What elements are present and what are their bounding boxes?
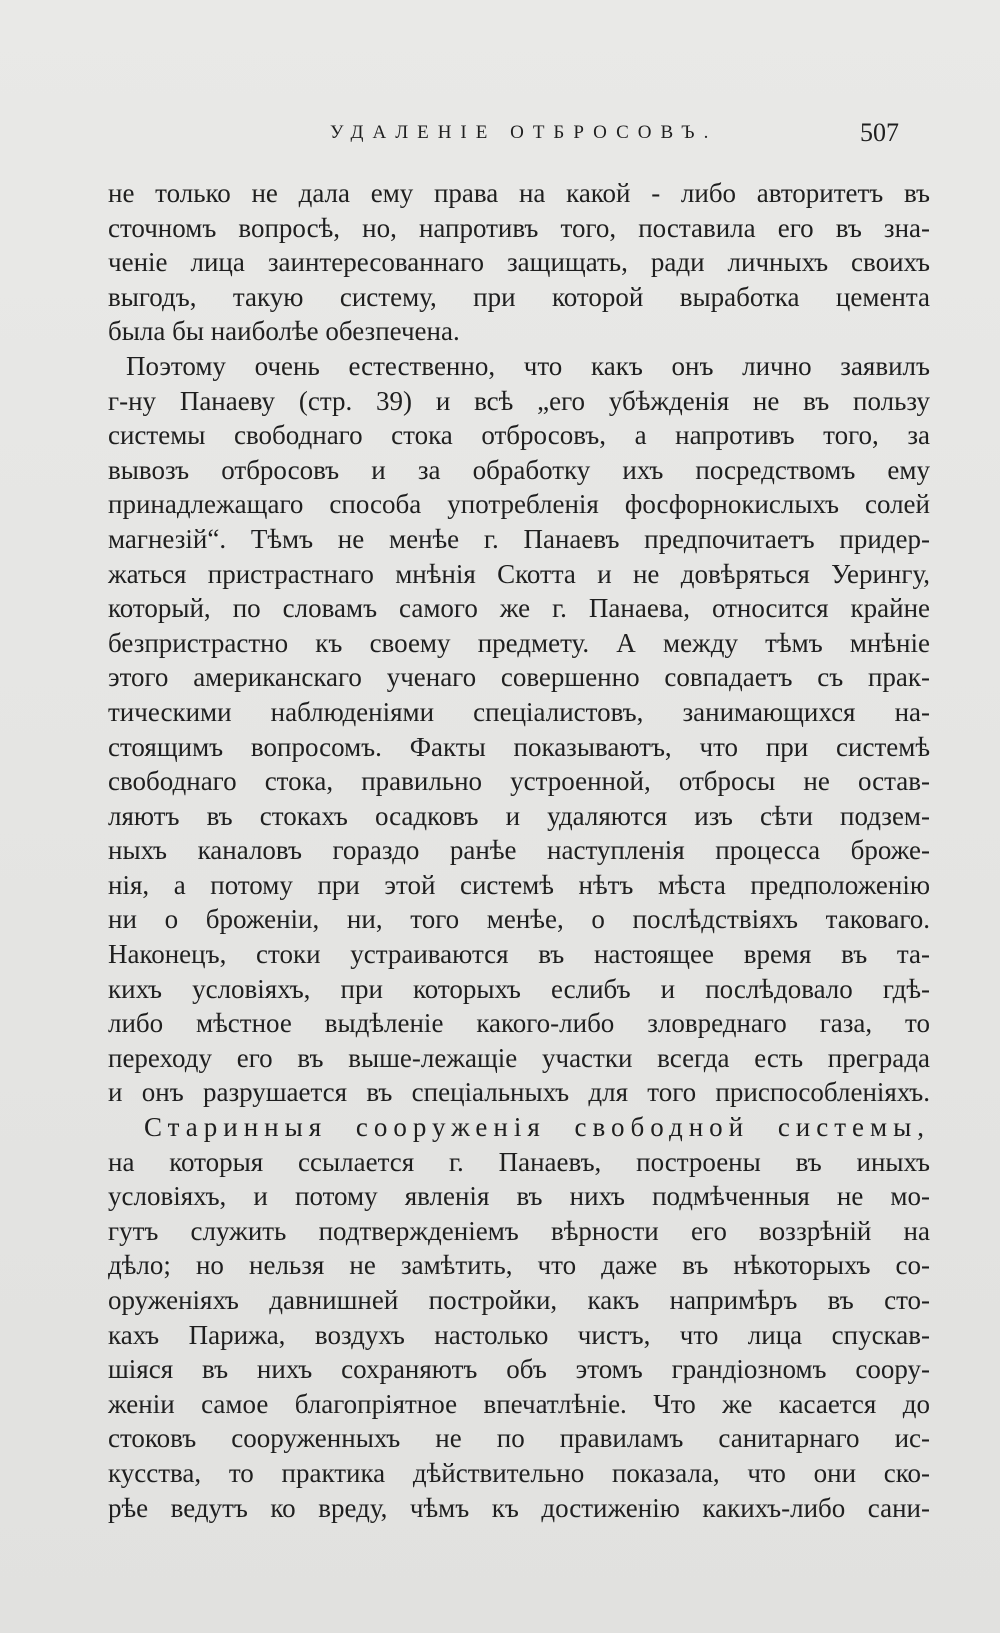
text-line: Поэтому очень естественно, что какъ онъ лично заявилъ xyxy=(126,350,930,381)
text-line: магнезій“. Тѣмъ не менѣе г. Панаевъ предпочитаетъ придер- xyxy=(108,523,930,554)
text-line: системы свободнаго стока отбросовъ, а напротивъ того, за xyxy=(108,420,930,451)
text-line: который, по словамъ самого же г. Панаева, относится крайне xyxy=(108,593,930,624)
text-line: либо мѣстное выдѣленіе какого-либо зловреднаго газа, то xyxy=(108,1008,930,1039)
text-line: тическими наблюденіями спеціалистовъ, занимающихся на- xyxy=(108,696,930,727)
text-line: свободнаго стока, правильно устроенной, отбросы не остав- xyxy=(108,766,930,797)
text-line: не только не дала ему права на какой - либо авторитетъ въ xyxy=(108,178,930,208)
text-line: кусства, то практика дѣйствительно показала, что они ско- xyxy=(108,1457,930,1488)
text-line: ченіе лица заинтересованнаго защищать, ради личныхъ своихъ xyxy=(108,247,930,278)
text-line: ни о броженіи, ни, того менѣе, о послѣдствіяхъ таковаго. xyxy=(108,904,930,935)
text-line: стоковъ сооруженныхъ не по правиламъ санитарнаго ис- xyxy=(108,1423,930,1454)
text-line: шіяся въ нихъ сохраняютъ объ этомъ грандіозномъ соору- xyxy=(108,1354,930,1385)
text-line: условіяхъ, и потому явленія въ нихъ подмѣченныя не мо- xyxy=(108,1181,930,1212)
text-line: переходу его въ выше-лежащіе участки всегда есть преграда xyxy=(108,1042,930,1073)
text-line: женіи самое благопріятное впечатлѣніе. Что же касается до xyxy=(108,1388,930,1419)
running-head xyxy=(0,118,1000,158)
text-line: принадлежащаго способа употребленія фосфорнокислыхъ солей xyxy=(108,489,930,520)
text-line: кахъ Парижа, воздухъ настолько чистъ, что лица спускав- xyxy=(108,1319,930,1350)
text-line: стоящимъ вопросомъ. Факты показываютъ, что при системѣ xyxy=(108,731,930,762)
text-line: Наконецъ, стоки устраиваются въ настоящее время въ та- xyxy=(108,939,930,970)
text-line: сточномъ вопросѣ, но, напротивъ того, поставила его въ зна- xyxy=(108,212,930,243)
text-line: выгодъ, такую систему, при которой выработка цемента xyxy=(108,281,930,312)
text-line: вывозъ отбросовъ и за обработку ихъ посредствомъ ему xyxy=(108,454,930,485)
text-line: г-ну Панаеву (стр. 39) и всѣ „его убѣжденія не въ пользу xyxy=(108,385,930,416)
text-line: на которыя ссылается г. Панаевъ, построены въ иныхъ xyxy=(108,1146,930,1177)
page-number: 507 xyxy=(860,118,899,147)
text-line: кихъ условіяхъ, при которыхъ еслибъ и послѣдовало гдѣ- xyxy=(108,973,930,1004)
text-line: гутъ служить подтвержденіемъ вѣрности его воззрѣній на xyxy=(108,1215,930,1246)
text-line: рѣе ведутъ ко вреду, чѣмъ къ достиженію какихъ-либо сани- xyxy=(108,1492,930,1523)
text-line: нія, а потому при этой системѣ нѣтъ мѣста предположенію xyxy=(108,869,930,900)
text-line: была бы наиболѣе обезпечена. xyxy=(108,316,460,347)
text-line: оруженіяхъ давнишней постройки, какъ напримѣръ въ сто- xyxy=(108,1285,930,1315)
text-line: ныхъ каналовъ гораздо ранѣе наступленія процесса броже- xyxy=(108,835,930,866)
text-line: и онъ разрушается въ спеціальныхъ для того приспособленіяхъ. xyxy=(108,1077,930,1108)
text-line: этого американскаго ученаго совершенно совпадаетъ съ прак- xyxy=(108,662,930,693)
text-line: Старинныя сооруженія свободной системы, xyxy=(144,1112,930,1143)
running-title: УДАЛЕНІЕ ОТБРОСОВЪ. xyxy=(330,122,718,143)
text-line: жаться пристрастнаго мнѣнія Скотта и не довѣряться Уерингу, xyxy=(108,558,930,589)
body-text xyxy=(108,176,930,1525)
text-line: дѣло; но нельзя не замѣтить, что даже въ нѣкоторыхъ со- xyxy=(108,1250,930,1281)
text-line: безпристрастно къ своему предмету. А между тѣмъ мнѣніе xyxy=(108,627,930,658)
text-line: ляютъ въ стокахъ осадковъ и удаляются изъ сѣти подзем- xyxy=(108,800,930,831)
